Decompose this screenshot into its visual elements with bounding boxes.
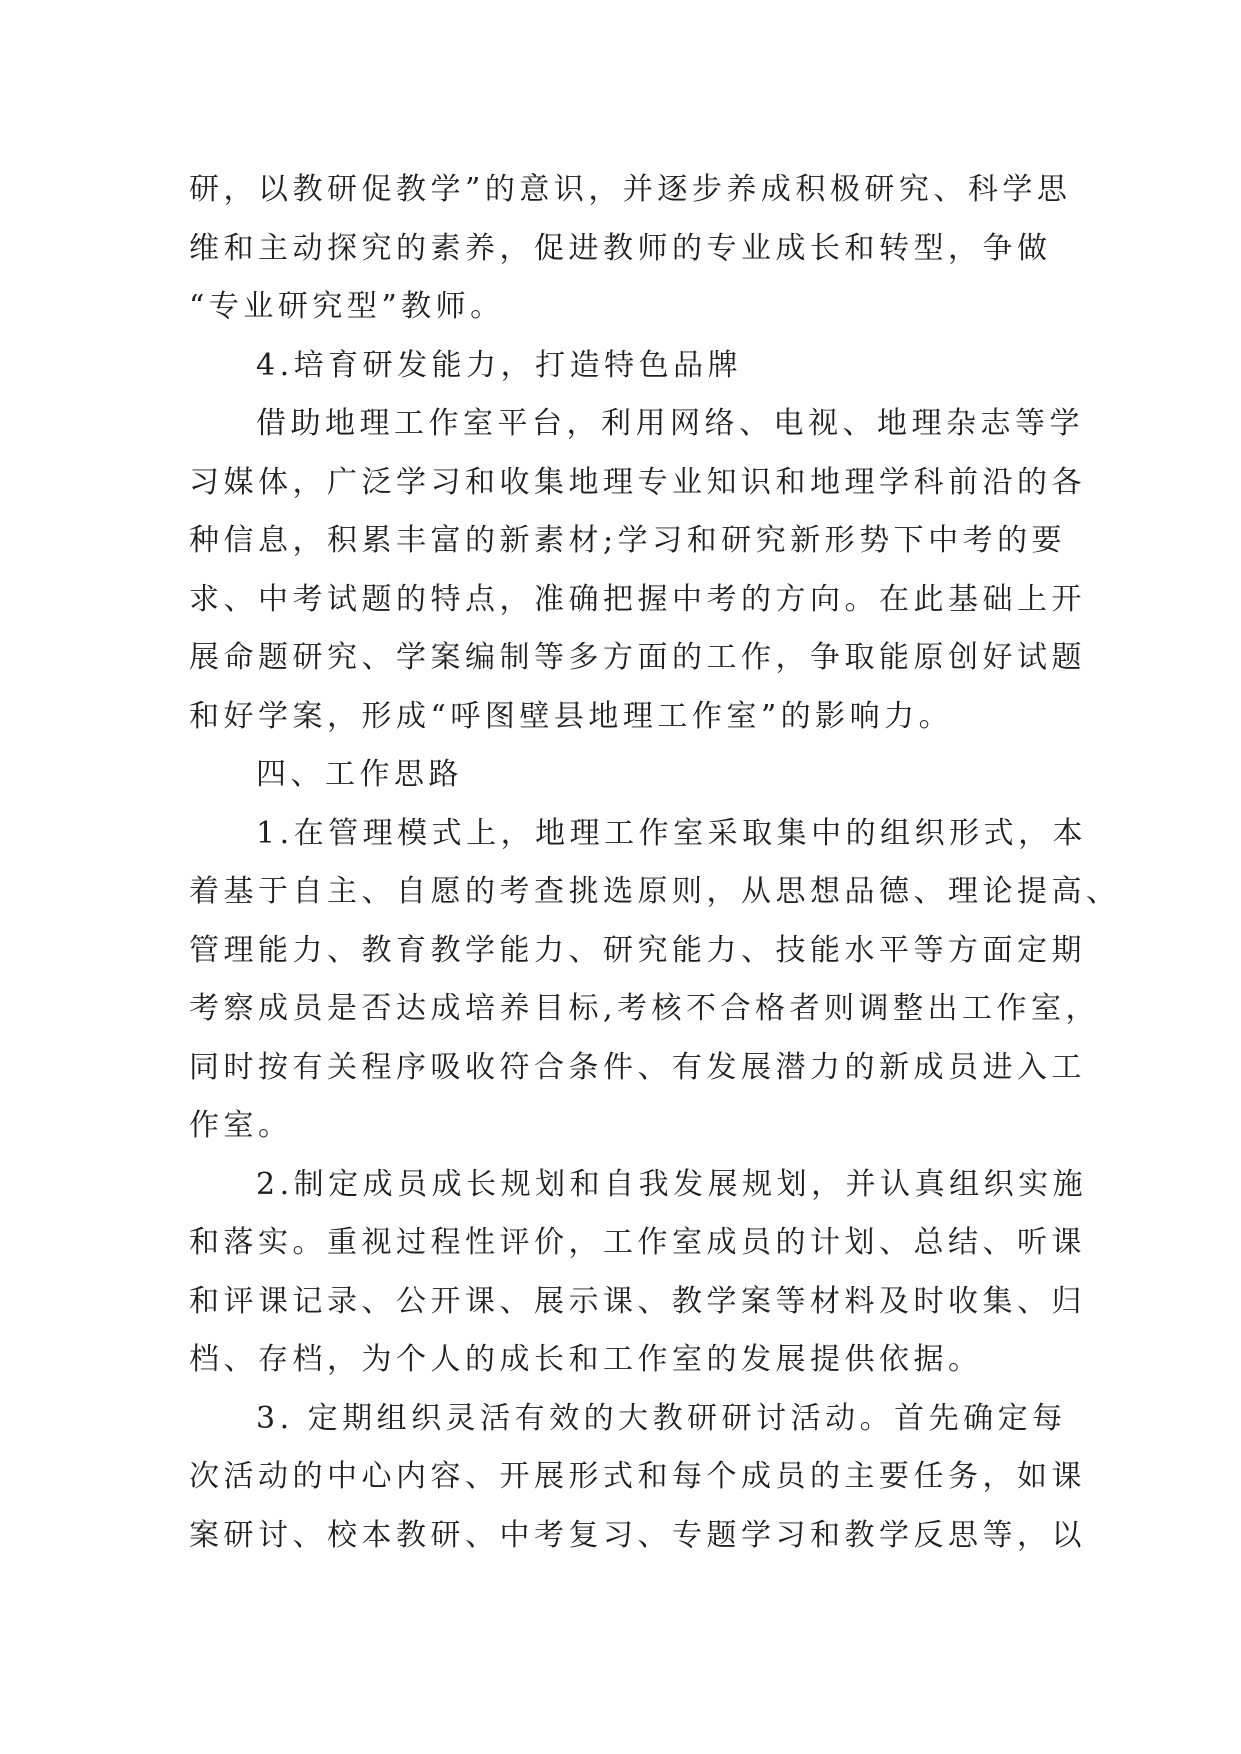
text-line: 1.在管理模式上，地理工作室采取集中的组织形式，本 [256,815,1088,851]
text-line: “专业研究型”教师。 [189,289,505,324]
text-line: 考察成员是否达成培养目标,考核不合格者则调整出工作室， [189,991,1101,1026]
text-line: 和评课记录、公开课、展示课、教学案等材料及时收集、归 [189,1283,1086,1319]
text-line: 求、中考试题的特点，准确把握中考的方向。在此基础上开 [189,581,1086,617]
text-line: 管理能力、教育教学能力、研究能力、技能水平等方面定期 [189,932,1086,968]
text-line: 借助地理工作室平台，利用网络、电视、地理杂志等学 [256,406,1084,441]
text-line: 2.制定成员成长规划和自我发展规划，并认真组织实施 [256,1166,1088,1202]
text-line: 3. 定期组织灵活有效的大教研研讨活动。首先确定每 [256,1400,1067,1436]
text-line: 作室。 [189,1108,293,1143]
text-line: 习媒体，广泛学习和收集地理专业知识和地理学科前沿的各 [189,464,1086,500]
text-line: 维和主动探究的素养，促进教师的专业成长和转型，争做 [189,230,1052,266]
text-line: 四、工作思路 [256,757,463,792]
text-line: 案研讨、校本教研、中考复习、专题学习和教学反思等，以 [189,1517,1086,1553]
text-line: 4.培育研发能力，打造特色品牌 [256,347,743,383]
document-body [189,161,1121,1565]
text-line: 同时按有关程序吸收符合条件、有发展潜力的新成员进入工 [189,1049,1086,1085]
text-line: 展命题研究、学案编制等多方面的工作，争取能原创好试题 [189,640,1086,675]
text-line: 和好学案，形成“呼图壁县地理工作室”的影响力。 [189,698,954,734]
text-line: 种信息，积累丰富的新素材;学习和研究新形势下中考的要 [189,523,1067,558]
text-line: 档、存档，为个人的成长和工作室的发展提供依据。 [189,1342,983,1377]
text-line: 着基于自主、自愿的考查挑选原则，从思想品德、理论提高、 [189,874,1121,909]
text-line: 研，以教研促教学”的意识，并逐步养成积极研究、科学思 [189,172,1072,207]
text-line: 次活动的中心内容、开展形式和每个成员的主要任务，如课 [189,1459,1086,1494]
text-line: 和落实。重视过程性评价，工作室成员的计划、总结、听课 [189,1225,1086,1260]
